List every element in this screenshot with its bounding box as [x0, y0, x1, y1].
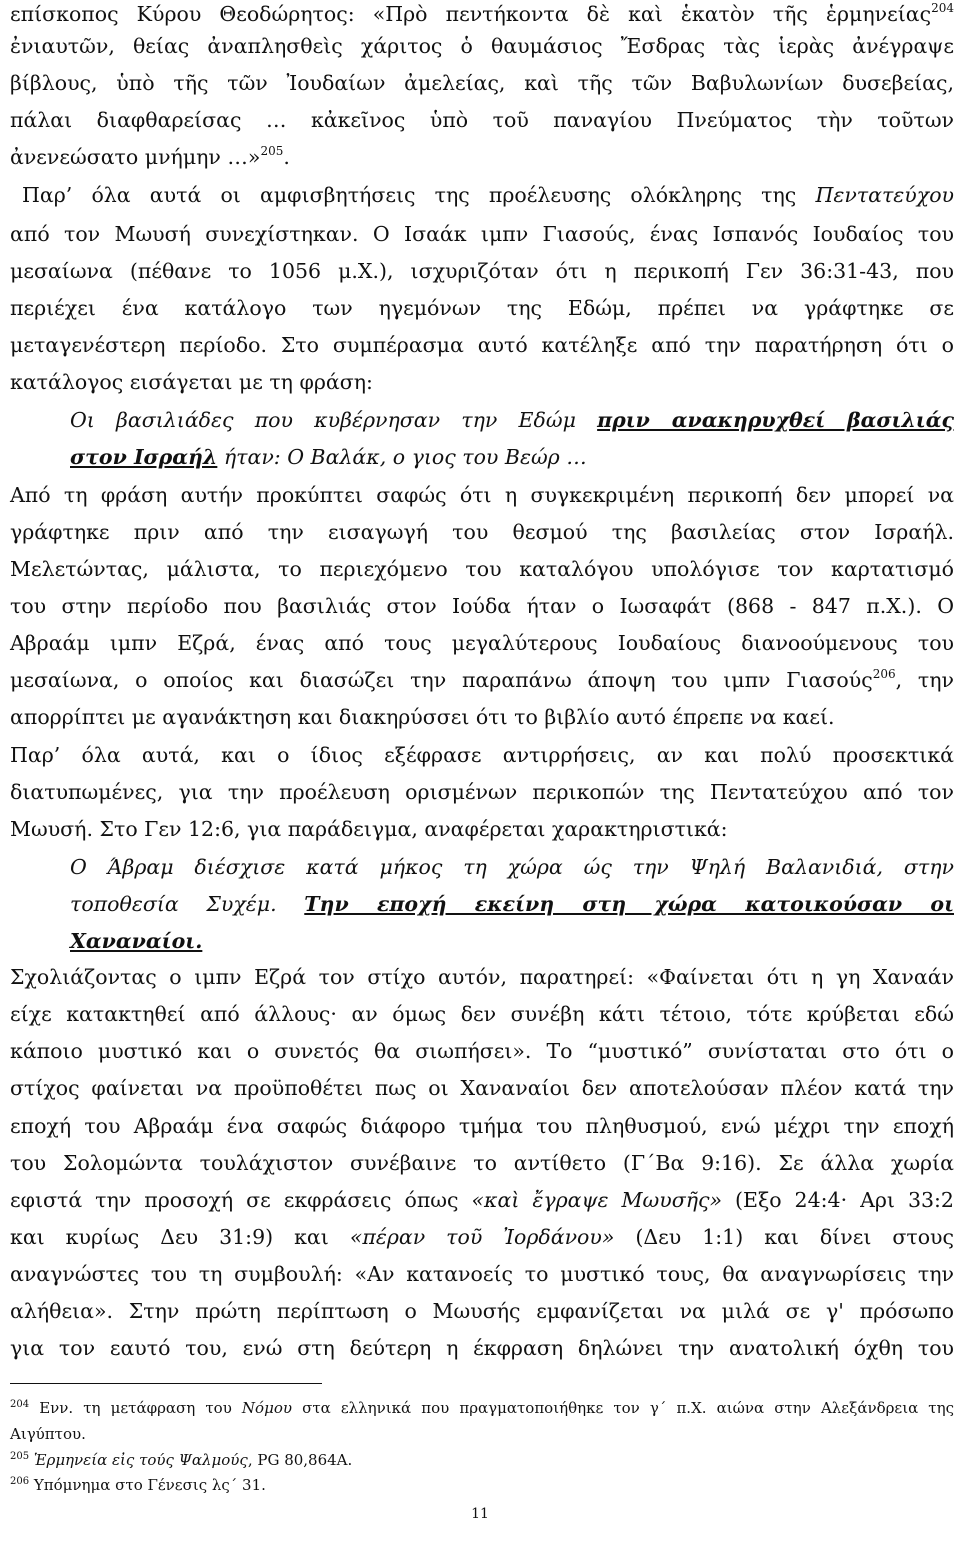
- text-line: του στην περίοδο που βασιλιάς στον Ιούδα ήταν ο Ιωσαφάτ (868 - 847 π.Χ.). Ο: [10, 594, 954, 618]
- footnote-205: $^{205}$ Ἑρμηνεία εἰς τούς Ψαλμούς, PG 80,864A.: [10, 1451, 353, 1469]
- text-line: κάποιο μυστικό και ο συνετός θα σιωπήσει». Το “μυστικό” συνίσταται στο ότι ο: [10, 1039, 954, 1063]
- footnote-204: $^{204}$ Ενν. τη μετάφραση του Νόμου στα ελληνικά που πραγματοποιήθηκε τον γ΄ π.Χ. αιώνα στην Αλεξάνδρεια της: [10, 1399, 954, 1417]
- text-line: γράφτηκε πριν από την εισαγωγή του θεσμού της βασιλείας στον Ισραήλ.: [10, 520, 954, 544]
- text-line: διατυπωμένες, για την προέλευση ορισμένων περικοπών της Πεντατεύχου από τον: [10, 780, 954, 804]
- text-line: και κυρίως Δευ 31:9) και «πέραν τοῦ Ἰορδάνου» (Δευ 1:1) και δίνει στους: [10, 1225, 954, 1249]
- footnote-continuation: Αιγύπτου.: [10, 1425, 86, 1443]
- paragraph-start-line: Παρ’ όλα αυτά, και ο ίδιος εξέφρασε αντιρρήσεις, αν και πολύ προσεκτικά: [10, 743, 954, 767]
- quote-line: Ο Άβραμ διέσχισε κατά μήκος τη χώρα ώς την Ψηλή Βαλανιδιά, στην: [70, 855, 954, 879]
- text-line: βίβλους, ὑπὸ τῆς τῶν Ἰουδαίων ἀμελείας, καὶ τῆς τῶν Βαβυλωνίων δυσεβείας,: [10, 71, 954, 95]
- quote-line: Χαναναίοι.: [70, 929, 203, 953]
- text-line: είχε κατακτηθεί από άλλους· αν όμως δεν συνέβη κάτι τέτοιο, τότε κρύβεται εδώ: [10, 1002, 954, 1026]
- text-line: αναγνώστες του τη συμβουλή: «Αν κατανοείς το μυστικό τους, θα αναγνωρίσεις την: [10, 1262, 954, 1286]
- text-line: Αβραάμ ιμπν Εζρά, ένας από τους μεγαλύτερους Ιουδαίους διανοούμενους του: [10, 631, 954, 655]
- footnote-ref[interactable]: 206: [872, 667, 896, 681]
- text-line: απορρίπτει με αγανάκτηση και διακηρύσσει ότι το βιβλίο αυτό έπρεπε να καεί.: [10, 705, 835, 729]
- text-line: του Σολομώντα τουλάχιστον συνέβαινε το αντίθετο (Γ΄Βα 9:16). Σε άλλα χωρία: [10, 1151, 954, 1175]
- paragraph-start-line: Παρ’ όλα αυτά οι αμφισβητήσεις της προέλευσης ολόκληρης της Πεντατεύχου: [22, 183, 954, 207]
- text-line: από τον Μωυσή συνεχίστηκαν. Ο Ισαάκ ιμπν Γιασούς, ένας Ισπανός Ιουδαίος του: [10, 222, 954, 246]
- text-line: στίχος φαίνεται να προϋποθέτει πως οι Χαναναίοι δεν αποτελούσαν πλέον κατά την: [10, 1076, 954, 1100]
- text-line: ἐνιαυτῶν, θείας ἀναπλησθεὶς χάριτος ὁ θαυμάσιος Ἔσδρας τὰς ἱερὰς ἀνέγραψε: [10, 34, 954, 58]
- text-line: αλήθεια». Στην πρώτη περίπτωση ο Μωυσής εμφανίζεται να μιλά σε γ' πρόσωπο: [10, 1299, 954, 1323]
- text-line: μεσαίωνα, ο οποίος και διασώζει την παραπάνω άποψη του ιμπν Γιασούς$^{206}$, την: [10, 667, 954, 692]
- text-line: για τον εαυτό του, ενώ στη δεύτερη η έκφραση δηλώνει την ανατολική όχθη του: [10, 1336, 954, 1360]
- footnote-number: 204: [10, 1399, 30, 1410]
- text-line: περιέχει ένα κατάλογο των ηγεμόνων της Εδώμ, πρέπει να γράφτηκε σε: [10, 296, 954, 320]
- quote-line: τοποθεσία Συχέμ. Την εποχή εκείνη στη χώρα κατοικούσαν οι: [70, 892, 954, 916]
- text-line: κατάλογος εισάγεται με τη φράση:: [10, 370, 373, 394]
- quote-line: στον Ισραήλ ήταν: Ο Βαλάκ, ο γιος του Βεώρ …: [70, 445, 587, 469]
- text-line: Μωυσή. Στο Γεν 12:6, για παράδειγμα, αναφέρεται χαρακτηριστικά:: [10, 817, 728, 841]
- footnote-number: 205: [10, 1451, 30, 1462]
- text-line: μεσαίωνα (πέθανε το 1056 μ.Χ.), ισχυριζόταν ότι η περικοπή Γεν 36:31-43, που: [10, 259, 954, 283]
- text-line: εποχή του Αβραάμ ένα σαφώς διάφορο τμήμα του πληθυσμού, ενώ μέχρι την εποχή: [10, 1114, 954, 1138]
- text-line: πάλαι διαφθαρείσας … κἀκεῖνος ὑπὸ τοῦ παναγίου Πνεύματος τὴν τοῦτων: [10, 108, 954, 132]
- text-line: μεταγενέστερη περίοδο. Στο συμπέρασμα αυτό κατέληξε από την παρατήρηση ότι ο: [10, 333, 954, 357]
- paragraph-start-line: Σχολιάζοντας ο ιμπν Εζρά τον στίχο αυτόν, παρατηρεί: «Φαίνεται ότι η γη Χαναάν: [10, 965, 954, 989]
- footnote-ref[interactable]: 204: [931, 1, 954, 15]
- quote-line: Οι βασιλιάδες που κυβέρνησαν την Εδώμ πριν ανακηρυχθεί βασιλιάς: [70, 408, 954, 432]
- text-line: Από τη φράση αυτήν προκύπτει σαφώς ότι η συγκεκριμένη περικοπή δεν μπορεί να: [10, 483, 954, 507]
- footnote-206: $^{206}$ Υπόμνημα στο Γένεσις λς΄ 31.: [10, 1476, 266, 1494]
- page-number: 11: [471, 1506, 489, 1522]
- footnote-separator: [10, 1383, 322, 1384]
- text-line: Μελετώντας, μάλιστα, το περιεχόμενο του καταλόγου υπολόγισε τον καρτατισμό: [10, 557, 954, 581]
- text-line: ἀνενεώσατο μνήμην …»$^{205}$.: [10, 144, 290, 169]
- text-line: επίσκοπος Κύρου Θεοδώρητος: «Πρὸ πεντήκοντα δὲ καὶ ἑκατὸν τῆς ἑρμηνείας$^{204}$: [10, 1, 954, 26]
- footnote-ref[interactable]: 205: [260, 144, 284, 158]
- footnote-number: 206: [10, 1476, 30, 1487]
- text-line: εφιστά την προσοχή σε εκφράσεις όπως «καὶ ἔγραψε Μωυσῆς» (Εξο 24:4· Αρι 33:2: [10, 1188, 954, 1212]
